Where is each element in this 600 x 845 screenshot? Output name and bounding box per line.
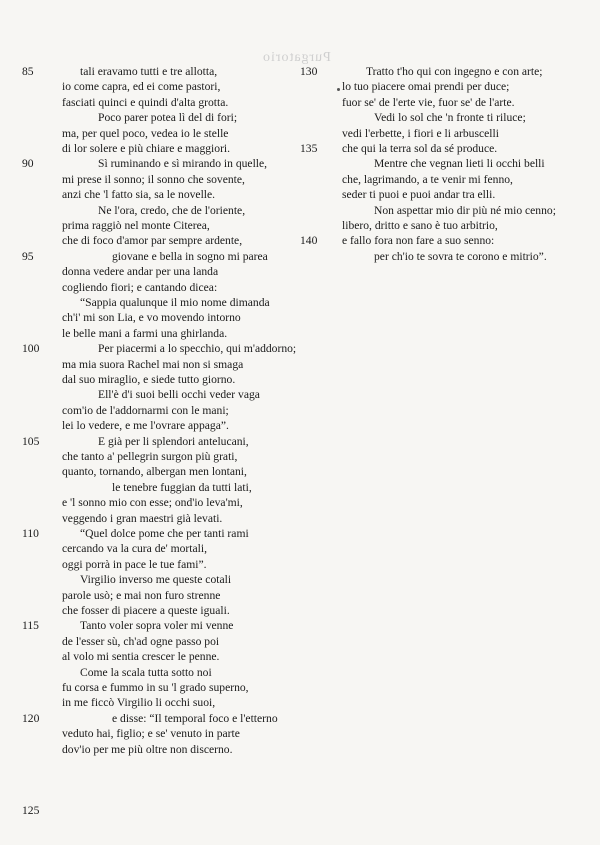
left-verse-line: com'io de l'addornarmi con le mani;	[62, 403, 229, 417]
left-verse-line: oggi porrà in pace le tue fami”.	[62, 557, 207, 571]
left-verse-line: ma mia suora Rachel mai non si smaga	[62, 357, 244, 371]
left-verse-line: fasciati quinci e quindi d'alta grotta.	[62, 95, 229, 109]
left-verse-line: dal suo miraglio, e siede tutto giorno.	[62, 373, 236, 386]
left-verse-line: de l'esser sù, ch'ad ogne passo poi	[62, 634, 220, 648]
left-verse-line: ch'i' mi son Lia, e vo movendo intorno	[62, 311, 241, 325]
left-line-number: 120	[22, 711, 40, 725]
left-verse-line: anzi che 'l fatto sia, sa le novelle.	[62, 188, 216, 202]
left-verse-line: Per piacermi a lo specchio, qui m'addorno;	[98, 342, 297, 356]
left-verse-line: donna vedere andar per una landa	[62, 265, 219, 279]
right-verse-line: Non aspettar mio dir più né mio cenno;	[374, 203, 556, 217]
left-line-number: 95	[22, 249, 34, 263]
left-verse-line: io come capra, ed ei come pastori,	[62, 80, 221, 94]
right-line-number: 140	[300, 234, 318, 248]
left-verse-line: veduto hai, figlio; e se' venuto in parte	[62, 727, 240, 741]
left-verse-line: giovane e bella in sogno mi parea	[112, 249, 268, 263]
left-verse-line: al volo mi sentia crescer le penne.	[62, 650, 220, 664]
right-verse-line: per ch'io te sovra te corono e mitrio”.	[374, 249, 547, 263]
left-verse-line: fu corsa e fummo in su 'l grado superno,	[62, 681, 249, 694]
left-verse-line: lei lo vedere, e me l'ovrare appaga”.	[62, 419, 229, 433]
right-verse-line: seder ti puoi e puoi andar tra elli.	[342, 188, 496, 202]
left-verse-line: che di foco d'amor par sempre ardente,	[62, 234, 243, 248]
left-line-number: 100	[22, 342, 40, 356]
show-through-running-head: Purgatorio	[262, 50, 331, 65]
left-verse-line: cercando va la cura de' mortali,	[62, 542, 208, 556]
left-verse-line: “Quel dolce pome che per tanti rami	[80, 527, 249, 540]
left-verse-line: veggendo i gran maestri già levati.	[62, 511, 223, 525]
left-verse-line: quanto, tornando, albergan men lontani,	[62, 465, 247, 479]
left-verse-line: E già per li splendori antelucani,	[98, 434, 249, 448]
left-verse-line: mi prese il sonno; il sonno che sovente,	[62, 172, 245, 186]
left-verse-line: “Sappia qualunque il mio nome dimanda	[80, 296, 270, 309]
right-verse-line: Tratto t'ho qui con ingegno e con arte;	[366, 65, 543, 78]
right-verse-line: che qui la terra sol da sé produce.	[342, 142, 498, 155]
right-verse-line: Vedi lo sol che 'n fronte ti riluce;	[374, 111, 526, 125]
left-verse-line: ma, per quel poco, vedea io le stelle	[62, 126, 229, 140]
left-verse-line: prima raggiò nel monte Citerea,	[62, 219, 210, 232]
left-line-number: 125	[22, 804, 40, 818]
left-verse-line: Tanto voler sopra voler mi venne	[80, 619, 234, 633]
left-line-number: 110	[22, 527, 39, 540]
left-verse-line: e 'l sonno mio con esse; ond'io leva'mi,	[62, 496, 243, 510]
left-line-number: 105	[22, 434, 40, 448]
left-verse-line: Virgilio inverso me queste cotali	[80, 573, 232, 587]
right-verse-line: Mentre che vegnan lieti li occhi belli	[374, 157, 545, 171]
left-line-number: 85	[22, 65, 34, 78]
left-verse-line: dov'io per me più oltre non discerno.	[62, 742, 233, 756]
left-verse-line: che tanto a' pellegrin surgon più grati,	[62, 450, 238, 463]
left-verse-line: in me ficcò Virgilio li occhi suoi,	[62, 696, 216, 710]
left-verse-line: cogliendo fiori; e cantando dicea:	[62, 280, 218, 294]
right-verse-line: libero, dritto e sano è tuo arbitrio,	[342, 219, 498, 232]
left-verse-line: di lor solere e più chiare e maggiori.	[62, 142, 231, 155]
left-verse-line: tali eravamo tutti e tre allotta,	[80, 65, 218, 78]
right-verse-line: e fallo fora non fare a suo senno:	[342, 234, 495, 248]
right-verse-line: fuor se' de l'erte vie, fuor se' de l'arte.	[342, 95, 515, 109]
left-verse-line: e disse: “Il temporal foco e l'etterno	[112, 711, 278, 725]
right-verse-line: che, lagrimando, a te venir mi fenno,	[342, 172, 513, 186]
left-line-number: 90	[22, 157, 34, 171]
left-verse-line: che fosser di piacere a queste iguali.	[62, 604, 230, 617]
right-verse-line: lo tuo piacere omai prendi per duce;	[342, 80, 510, 94]
left-verse-line: parole usò; e mai non furo strenne	[62, 588, 221, 602]
left-verse-line: Ne l'ora, credo, che de l'oriente,	[98, 203, 246, 217]
left-line-number: 115	[22, 619, 39, 633]
left-verse-line: le belle mani a farmi una ghirlanda.	[62, 326, 228, 340]
left-verse-line: Come la scala tutta sotto noi	[80, 665, 212, 679]
margin-dot-mark	[337, 88, 340, 91]
right-verse-line: vedi l'erbette, i fiori e li arbuscelli	[342, 126, 499, 140]
left-verse-line: Sì ruminando e sì mirando in quelle,	[98, 157, 268, 171]
left-verse-line: Poco parer potea lì del di fori;	[98, 111, 238, 125]
right-line-number: 130	[300, 65, 318, 78]
right-line-number: 135	[300, 142, 318, 155]
left-verse-line: Ell'è d'i suoi belli occhi veder vaga	[98, 388, 260, 402]
left-verse-line: le tenebre fuggian da tutti lati,	[112, 480, 252, 494]
